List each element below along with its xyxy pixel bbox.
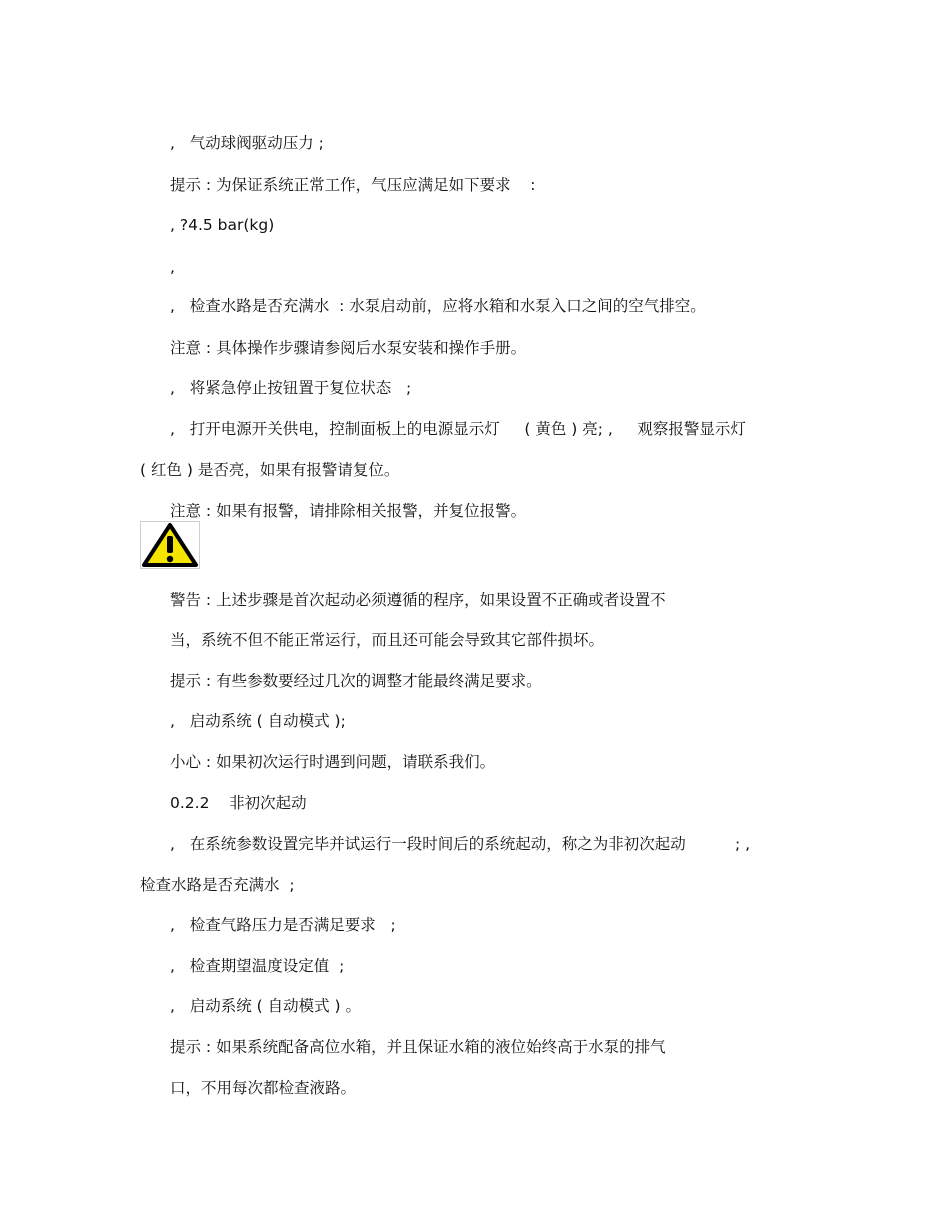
text-line: 注意 : 如果有报警，请排除相关报警，并复位报警。 <box>170 502 527 520</box>
section-heading: 0.2.2 非初次起动 <box>170 794 307 812</box>
text-line: 提示 : 为保证系统正常工作，气压应满足如下要求 : <box>170 176 536 194</box>
text-line: , ?4.5 bar(kg) <box>170 216 275 234</box>
text-line: , 将紧急停止按钮置于复位状态 ; <box>170 379 412 397</box>
warning-triangle-icon <box>140 521 200 569</box>
text-line: 口，不用每次都检查液路。 <box>170 1079 357 1097</box>
text-line: , 打开电源开关供电，控制面板上的电源显示灯 ( 黄色 ) 亮; , 观察报警显示灯 <box>170 420 746 438</box>
text-line: , 检查气路压力是否满足要求 ; <box>170 916 396 934</box>
text-line: , <box>170 258 175 276</box>
text-line: 警告 : 上述步骤是首次起动必须遵循的程序，如果设置不正确或者设置不 <box>170 591 666 609</box>
text-line: , 启动系统 ( 自动模式 ) 。 <box>170 997 362 1015</box>
text-line: 注意 : 具体操作步骤请参阅后水泵安装和操作手册。 <box>170 339 527 357</box>
text-line: , 检查水路是否充满水 : 水泵启动前，应将水箱和水泵入口之间的空气排空。 <box>170 297 706 315</box>
text-line: 小心 : 如果初次运行时遇到问题，请联系我们。 <box>170 753 496 771</box>
text-line: , 在系统参数设置完毕并试运行一段时间后的系统起动，称之为非初次起动 ; , <box>170 835 751 853</box>
text-line: , 气动球阀驱动压力 ; <box>170 134 324 152</box>
text-line: 检查水路是否充满水 ; <box>140 876 295 894</box>
text-line: 提示 : 有些参数要经过几次的调整才能最终满足要求。 <box>170 672 542 690</box>
text-line: 当，系统不但不能正常运行，而且还可能会导致其它部件损坏。 <box>170 631 605 649</box>
text-line: , 检查期望温度设定值 ; <box>170 957 345 975</box>
text-line: , 启动系统 ( 自动模式 ); <box>170 712 346 730</box>
text-line: 提示 : 如果系统配备高位水箱，并且保证水箱的液位始终高于水泵的排气 <box>170 1038 666 1056</box>
text-line: ( 红色 ) 是否亮，如果有报警请复位。 <box>140 461 400 479</box>
